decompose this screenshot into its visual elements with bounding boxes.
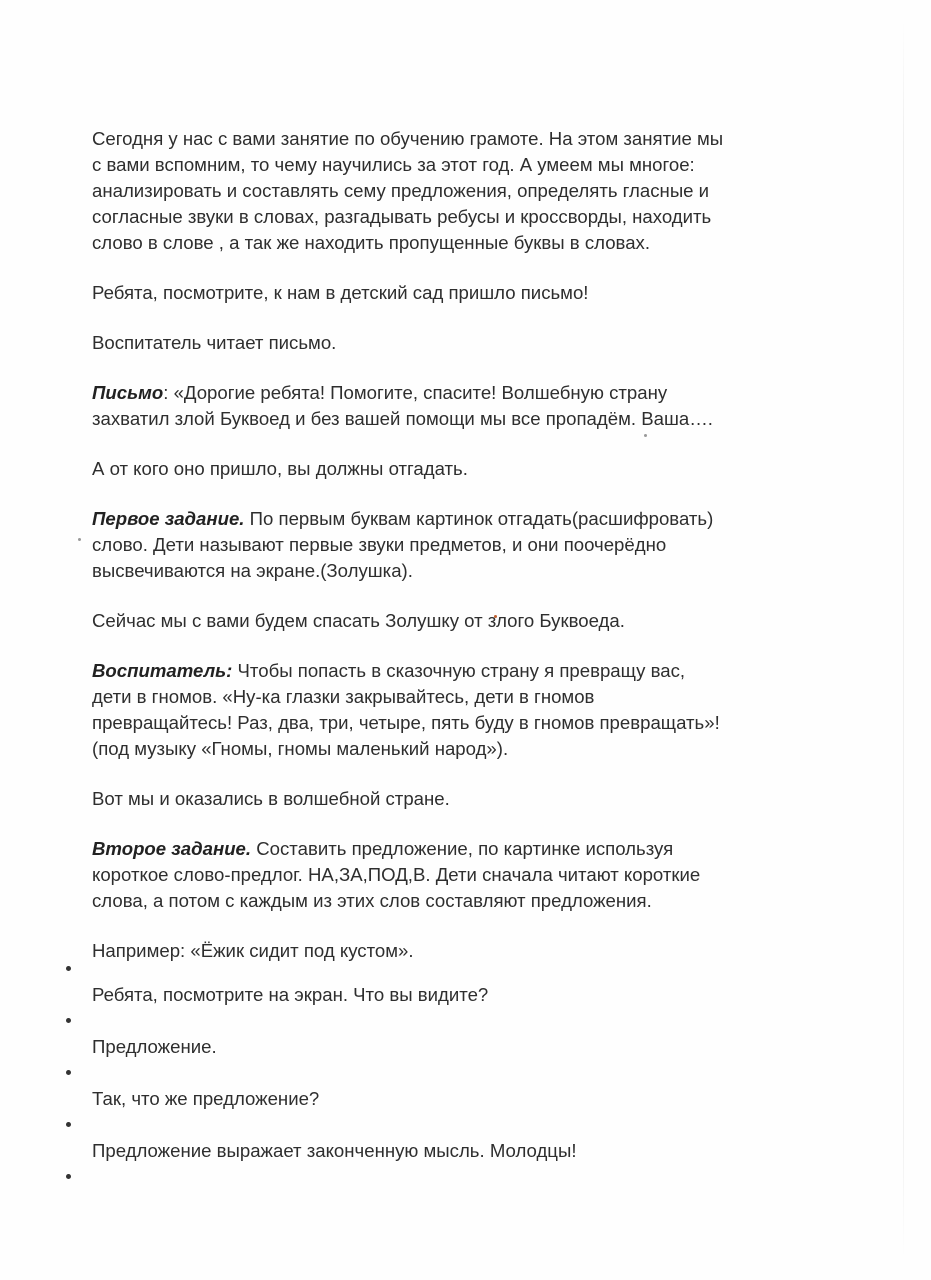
paragraph-line [92, 230, 832, 256]
list-item-text: Так, что же предложение? [92, 1088, 320, 1109]
paragraph-line [92, 380, 832, 406]
paragraph-line [92, 658, 832, 684]
paragraph [92, 126, 832, 256]
paragraph-line [92, 126, 832, 152]
bullet-dot-icon [66, 1174, 71, 1179]
paragraph-line [92, 862, 832, 888]
paragraph-line [92, 558, 832, 584]
list-item-text: Предложение. [92, 1036, 217, 1057]
paragraph-line-text: согласные звуки в словах, разгадывать ребусы и кроссворды, находить [92, 206, 712, 227]
paragraph-line-text: Например: «Ёжик сидит под кустом». [92, 940, 414, 961]
paragraph-line [92, 836, 832, 862]
paragraph [92, 658, 832, 762]
paragraph [92, 836, 832, 914]
paragraph-lead: Воспитатель: [92, 660, 233, 681]
paragraph-line-text: захватил злой Буквоед и без вашей помощи мы все пропадём. Ваша…. [92, 408, 713, 429]
paragraph-line-text: По первым буквам картинок отгадать(расшифровать) [244, 508, 714, 529]
paragraph [92, 280, 832, 306]
paragraph-line [92, 406, 832, 432]
paragraph-line-text: слова, а потом с каждым из этих слов составляют предложения. [92, 890, 652, 911]
paragraph-line [92, 280, 832, 306]
paragraph-line-text: Сейчас мы с вами будем спасать Золушку от злого Буквоеда. [92, 610, 625, 631]
paragraph-line-text: дети в гномов. «Ну-ка глазки закрывайтесь, дети в гномов [92, 686, 595, 707]
paragraph-lead: Письмо [92, 382, 164, 403]
paragraph-line [92, 710, 832, 736]
bullet-list [66, 960, 826, 1220]
paragraph-line [92, 684, 832, 710]
paragraph-line-text: (под музыку «Гномы, гномы маленький народ»). [92, 738, 509, 759]
paragraph [92, 456, 832, 482]
list-item [66, 960, 826, 1012]
scan-speck [78, 538, 81, 541]
list-item [66, 1012, 826, 1064]
paragraph [92, 380, 832, 432]
paragraph-line [92, 152, 832, 178]
paragraph [92, 506, 832, 584]
paragraph-line-text: слово в слове , а так же находить пропущенные буквы в словах. [92, 232, 651, 253]
paragraph-lead: Второе задание. [92, 838, 252, 859]
list-item [66, 1168, 826, 1220]
paragraph-line-text: анализировать и составлять сему предложения, определять гласные и [92, 180, 710, 201]
paragraph-line [92, 506, 832, 532]
paragraph-line [92, 608, 832, 634]
paragraph-line [92, 888, 832, 914]
paragraph [92, 608, 832, 634]
paragraph-line-text: : «Дорогие ребята! Помогите, спасите! Волшебную страну [163, 382, 668, 403]
paragraph-line-text: Чтобы попасть в сказочную страну я превращу вас, [232, 660, 686, 681]
list-item-text: Ребята, посмотрите на экран. Что вы видите? [92, 984, 489, 1005]
paragraph-line-text: А от кого оно пришло, вы должны отгадать. [92, 458, 468, 479]
paragraph-line [92, 532, 832, 558]
paragraph-line-text: Воспитатель читает письмо. [92, 332, 337, 353]
bullet-dot-icon [66, 1018, 71, 1023]
paragraph-line [92, 736, 832, 762]
paragraph-line-text: высвечиваются на экране.(Золушка). [92, 560, 413, 581]
paragraph-line-text: короткое слово-предлог. НА,ЗА,ПОД,В. Дети сначала читают короткие [92, 864, 701, 885]
paragraph-line [92, 204, 832, 230]
paragraph-line-text: Вот мы и оказались в волшебной стране. [92, 788, 450, 809]
bullet-dot-icon [66, 1070, 71, 1075]
list-item [66, 1064, 826, 1116]
paragraph [92, 330, 832, 356]
scan-edge-line [903, 20, 904, 1260]
paragraph-line-text: превращайтесь! Раз, два, три, четыре, пять буду в гномов превращать»! [92, 712, 720, 733]
paragraph-line-text: Ребята, посмотрите, к нам в детский сад пришло письмо! [92, 282, 589, 303]
bullet-dot-icon [66, 966, 71, 971]
paragraph-line [92, 786, 832, 812]
paragraph-line-text: Сегодня у нас с вами занятие по обучению грамоте. На этом занятие мы [92, 128, 724, 149]
paragraph-line-text: слово. Дети называют первые звуки предметов, и они поочерёдно [92, 534, 667, 555]
document-body [92, 126, 832, 988]
paragraph-line-text: с вами вспомним, то чему научились за этот год. А умеем мы многое: [92, 154, 695, 175]
paragraph [92, 786, 832, 812]
paragraph-line-text: Составить предложение, по картинке используя [251, 838, 674, 859]
paragraph-line [92, 330, 832, 356]
bullet-dot-icon [66, 1122, 71, 1127]
paragraph-line [92, 456, 832, 482]
list-item-text: Предложение выражает законченную мысль. Молодцы! [92, 1140, 577, 1161]
list-item [66, 1116, 826, 1168]
paragraph-line [92, 178, 832, 204]
paragraph-lead: Первое задание. [92, 508, 245, 529]
